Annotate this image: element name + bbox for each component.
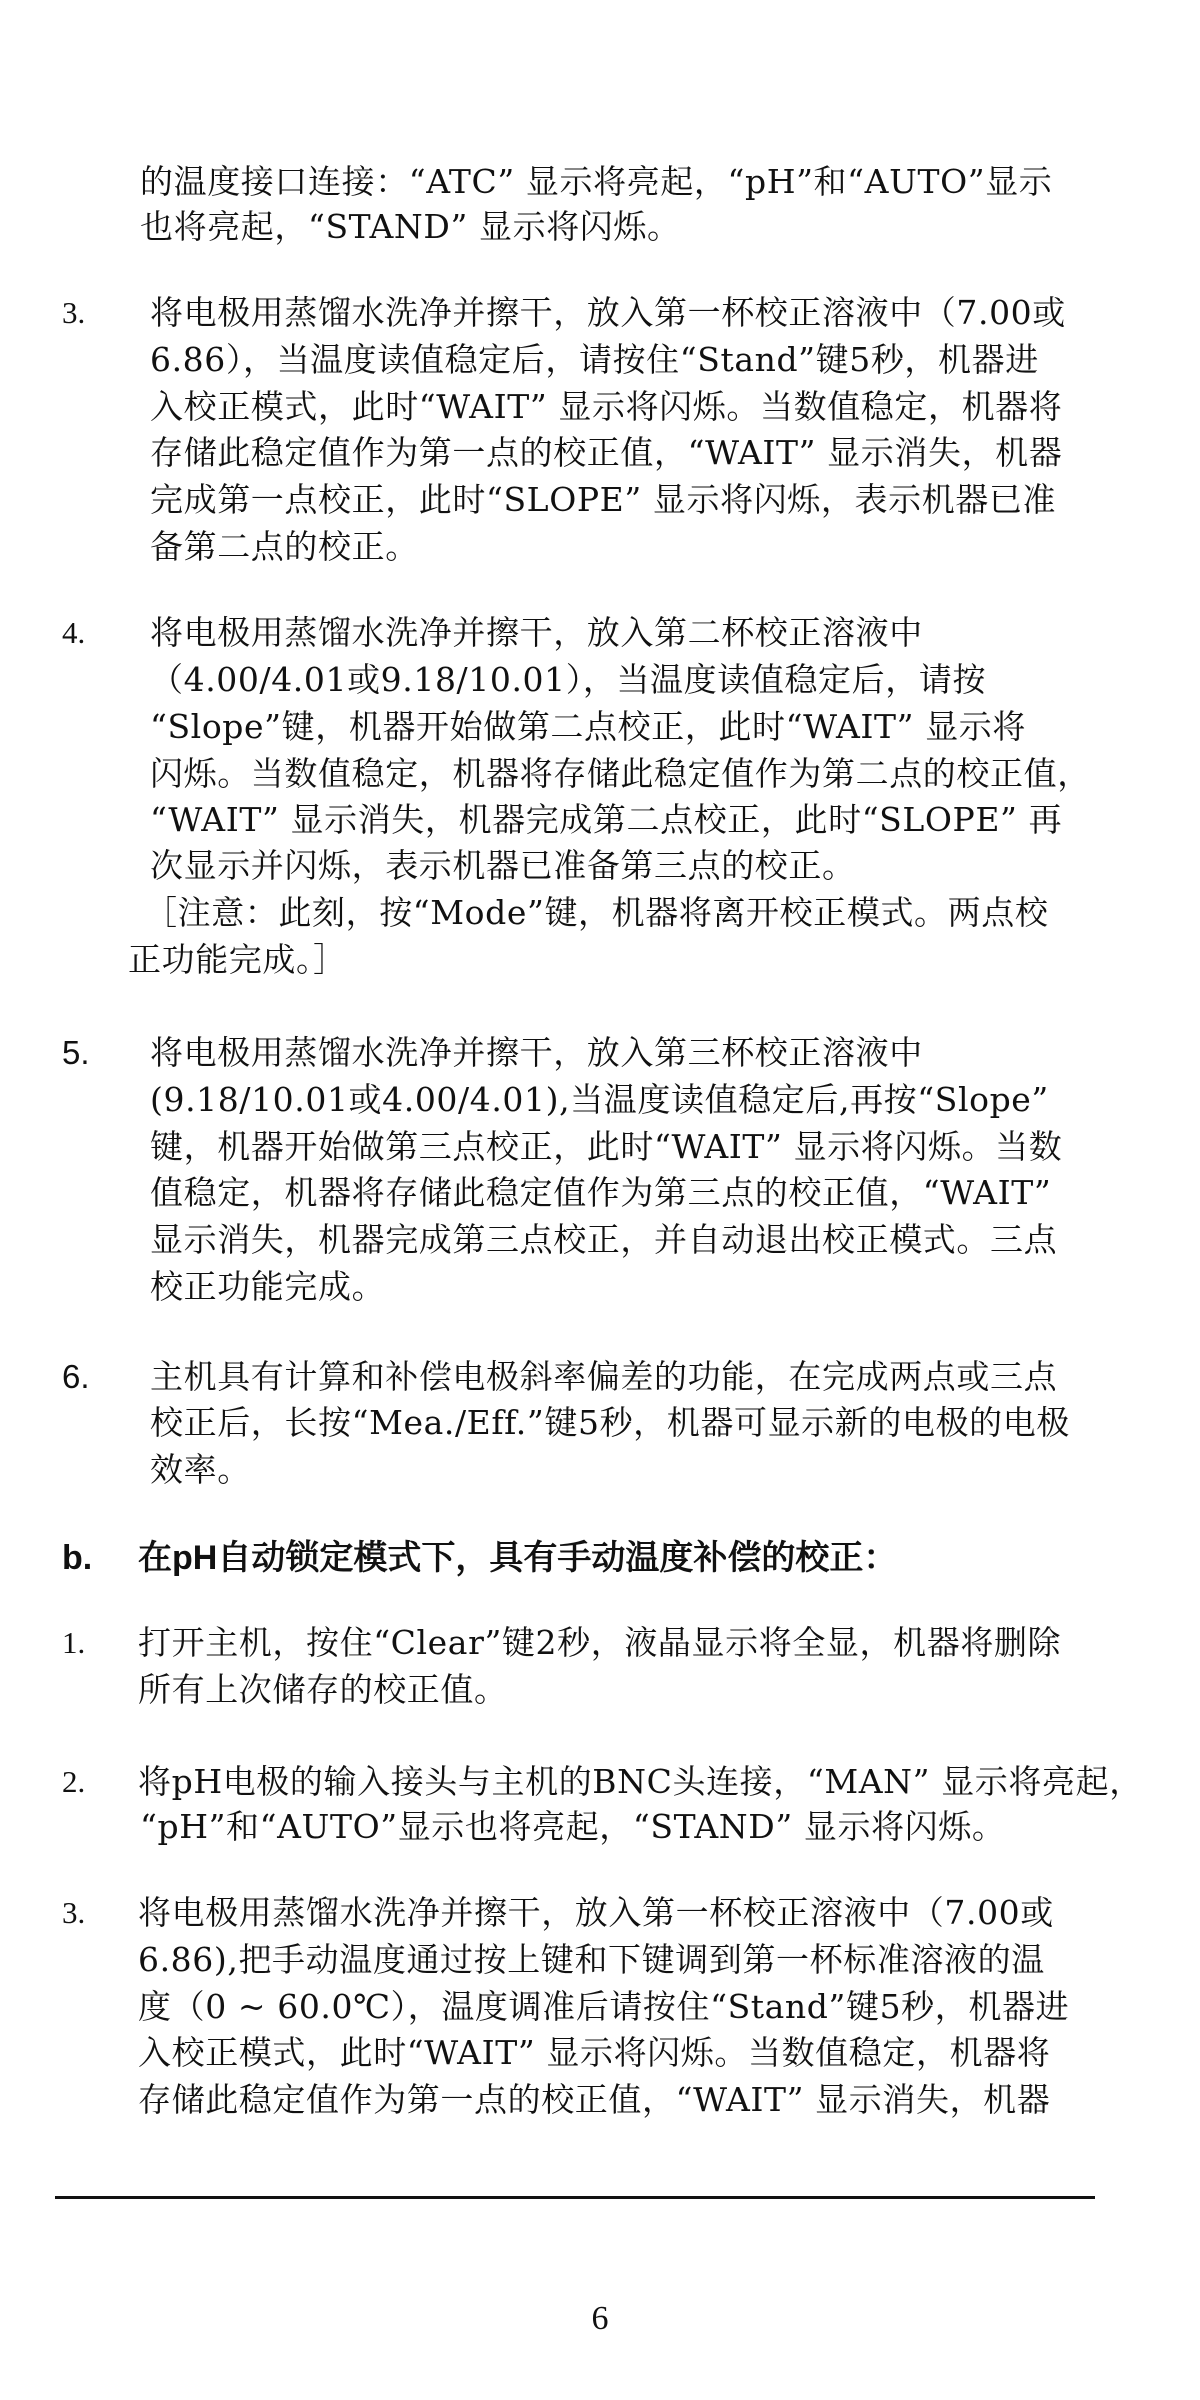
text-line: 的温度接口连接：“ATC” 显示将亮起，“pH”和“AUTO”显示 — [140, 162, 1053, 201]
section-title: 在pH自动锁定模式下，具有手动温度补偿的校正： — [138, 1539, 898, 1577]
text-line: 入校正模式，此时“WAIT” 显示将闪烁。当数值稳定，机器将 — [138, 2033, 1051, 2072]
text-line: “Slope”键，机器开始做第二点校正，此时“WAIT” 显示将 — [150, 707, 1027, 746]
text-line: 打开主机，按住“Clear”键2秒，液晶显示将全显，机器将删除 — [138, 1623, 1062, 1662]
item-number: 3. — [62, 295, 86, 330]
text-line: 效率。 — [150, 1450, 251, 1489]
text-line: 备第二点的校正。 — [150, 527, 419, 566]
text-line: 存储此稳定值作为第一点的校正值，“WAIT” 显示消失，机器 — [138, 2080, 1051, 2119]
text-line: 主机具有计算和补偿电极斜率偏差的功能，在完成两点或三点 — [150, 1357, 1058, 1396]
text-line: 也将亮起，“STAND” 显示将闪烁。 — [140, 207, 681, 246]
item-number: 1. — [62, 1625, 86, 1660]
item-number: 4. — [62, 615, 86, 650]
text-line: 将电极用蒸馏水洗净并擦干，放入第一杯校正溶液中（7.00或 — [150, 293, 1066, 332]
text-line: 键，机器开始做第三点校正，此时“WAIT” 显示将闪烁。当数 — [150, 1127, 1063, 1166]
text-line: 6.86），当温度读值稳定后，请按住“Stand”键5秒，机器进 — [150, 340, 1039, 379]
text-line: 存储此稳定值作为第一点的校正值，“WAIT” 显示消失，机器 — [150, 433, 1063, 472]
item-number: 6. — [62, 1358, 90, 1395]
text-line: 完成第一点校正，此时“SLOPE” 显示将闪烁，表示机器已准 — [150, 480, 1057, 519]
text-line: 校正后，长按“Mea./Eff.”键5秒，机器可显示新的电极的电极 — [150, 1403, 1070, 1442]
note-line: ［注意：此刻，按“Mode”键，机器将离开校正模式。两点校 — [144, 893, 1049, 932]
note-line: 正功能完成。］ — [128, 940, 347, 979]
text-line: 将电极用蒸馏水洗净并擦干，放入第一杯校正溶液中（7.00或 — [138, 1893, 1054, 1932]
text-line: 入校正模式，此时“WAIT” 显示将闪烁。当数值稳定，机器将 — [150, 387, 1063, 426]
text-line: “pH”和“AUTO”显示也将亮起，“STAND” 显示将闪烁。 — [140, 1807, 1006, 1846]
text-line: 将电极用蒸馏水洗净并擦干，放入第二杯校正溶液中 — [150, 613, 923, 652]
footer-divider — [55, 2196, 1095, 2199]
text-line: 校正功能完成。 — [150, 1267, 386, 1306]
text-line: 6.86),把手动温度通过按上键和下键调到第一杯标准溶液的温 — [138, 1940, 1045, 1979]
text-line: “WAIT” 显示消失，机器完成第二点校正，此时“SLOPE” 再 — [150, 800, 1063, 839]
text-line: (9.18/10.01或4.00/4.01),当温度读值稳定后,再按“Slope” — [150, 1080, 1049, 1119]
page-number: 6 — [591, 2300, 609, 2337]
text-line: 次显示并闪烁，表示机器已准备第三点的校正。 — [150, 846, 856, 885]
item-number: 5. — [62, 1034, 90, 1071]
text-line: 闪烁。当数值稳定，机器将存储此稳定值作为第二点的校正值， — [150, 754, 1091, 793]
text-line: 将pH电极的输入接头与主机的BNC头连接，“MAN” 显示将亮起， — [138, 1762, 1143, 1801]
text-line: 所有上次储存的校正值。 — [138, 1670, 508, 1709]
text-line: 显示消失，机器完成第三点校正，并自动退出校正模式。三点 — [150, 1220, 1058, 1259]
text-line: 度（0 ~ 60.0℃），温度调准后请按住“Stand”键5秒，机器进 — [138, 1987, 1070, 2026]
item-number: 2. — [62, 1764, 86, 1799]
section-label: b. — [62, 1539, 93, 1577]
text-line: 值稳定，机器将存储此稳定值作为第三点的校正值，“WAIT” — [150, 1173, 1052, 1212]
text-line: 将电极用蒸馏水洗净并擦干，放入第三杯校正溶液中 — [150, 1033, 923, 1072]
text-line: （4.00/4.01或9.18/10.01），当温度读值稳定后，请按 — [150, 660, 987, 699]
item-number: 3. — [62, 1895, 86, 1930]
